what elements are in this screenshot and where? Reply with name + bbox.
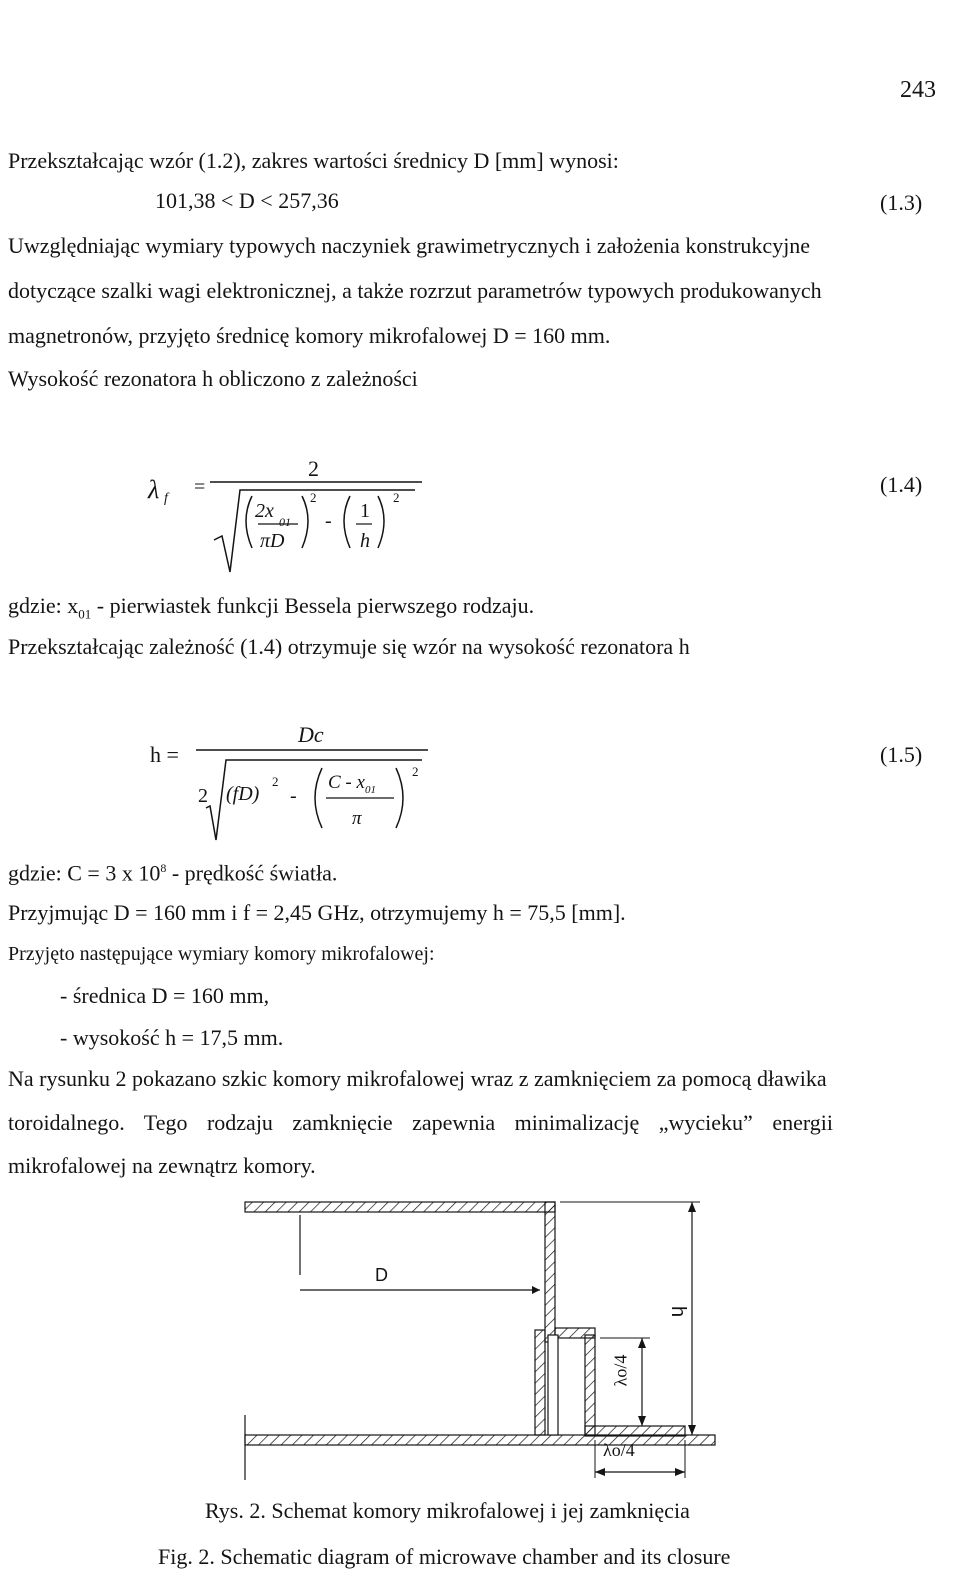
numerator-dc: Dc — [298, 722, 324, 747]
where-text: - pierwiastek funkcji Bessela pierwszego rodzaju. — [91, 593, 535, 618]
lhs-h: h = — [150, 742, 179, 767]
fraction-numerator — [328, 772, 376, 796]
factor-two: 2 — [198, 785, 208, 807]
equation-number-1-3: (1.3) — [880, 190, 923, 215]
numerator: 2 — [308, 456, 319, 481]
figure-caption-en: Fig. 2. Schematic diagram of microwave chamber and its closure — [158, 1544, 731, 1569]
list-item: - średnica D = 160 mm, — [60, 983, 270, 1008]
fraction-numerator-text: C - x — [328, 772, 365, 793]
where-text: gdzie: x — [8, 593, 79, 618]
term2-numerator: 1 — [360, 500, 370, 522]
equals-sign: = — [194, 476, 206, 498]
where-clause-bessel — [8, 595, 534, 620]
paragraph-line: Wysokość rezonatora h obliczono z zależności — [8, 366, 418, 391]
choke-inner-wall — [535, 1330, 545, 1435]
paragraph-line: dotyczące szalki wagi elektronicznej, a także rozrzut parametrów typowych produkowanych — [8, 278, 822, 303]
where-superscript: 8 — [160, 861, 167, 875]
lambda-symbol: λ — [148, 475, 160, 504]
term1-power: 2 — [310, 490, 317, 505]
minus-sign: - — [325, 510, 332, 532]
label-lambda-horizontal: λo/4 — [603, 1440, 635, 1460]
paragraph-line: magnetronów, przyjęto średnicę komory mikrofalowej D = 160 mm. — [8, 323, 611, 348]
choke-outer-wall — [585, 1335, 595, 1435]
paragraph-line: Uwzględniając wymiary typowych naczyniek grawimetrycznych i założenia konstrukcyjne — [8, 233, 811, 258]
term1-denominator: πD — [260, 530, 285, 552]
label-lambda-vertical: λo/4 — [610, 1354, 631, 1387]
label-h: h — [667, 1305, 690, 1318]
chamber-diagram — [230, 1190, 730, 1490]
list-item: - wysokość h = 17,5 mm. — [60, 1025, 284, 1050]
page-number: 243 — [900, 77, 936, 103]
fd-power: 2 — [272, 774, 279, 789]
inequality: 101,38 < D < 257,36 — [155, 188, 339, 213]
paragraph-line: Przyjęto następujące wymiary komory mikrofalowej: — [8, 943, 435, 965]
equation-number-1-4: (1.4) — [880, 472, 923, 497]
label-d: D — [375, 1265, 388, 1285]
where-clause-light — [8, 862, 337, 884]
fraction-denominator: π — [352, 808, 362, 829]
term2-denominator: h — [360, 530, 370, 552]
paragraph-line: mikrofalowej na zewnątrz komory. — [8, 1153, 316, 1178]
paragraph-line: toroidalnego. Tego rodzaju zamknięcie zapewnia minimalizację „wycieku” energii — [8, 1110, 833, 1135]
paragraph-line: Przekształcając zależność (1.4) otrzymuje się wzór na wysokość rezonatora h — [8, 634, 690, 659]
bottom-wall — [245, 1435, 715, 1445]
right-wall — [545, 1202, 555, 1342]
lambda-subscript: f — [164, 491, 168, 506]
term1-numerator: 2x — [255, 500, 274, 522]
fraction-power: 2 — [412, 764, 419, 779]
where-text: gdzie: C = 3 x 10 — [8, 860, 161, 886]
where-subscript: 01 — [78, 606, 92, 622]
figure-caption-pl: Rys. 2. Schemat komory mikrofalowej i jej zamknięcia — [205, 1498, 690, 1523]
fraction-numerator-sub: 01 — [364, 783, 376, 796]
fd-term: (fD) — [226, 783, 260, 805]
paragraph-line: Na rysunku 2 pokazano szkic komory mikrofalowej wraz z zamknięciem za pomocą dławika — [8, 1066, 827, 1091]
equation-number-1-5: (1.5) — [880, 742, 923, 767]
where-text: - prędkość światła. — [166, 860, 338, 886]
paragraph-intro: Przekształcając wzór (1.2), zakres wartości średnicy D [mm] wynosi: — [8, 148, 619, 173]
term2-power: 2 — [393, 490, 400, 505]
paragraph-line: Przyjmując D = 160 mm i f = 2,45 GHz, otrzymujemy h = 75,5 [mm]. — [8, 900, 626, 925]
top-wall — [245, 1202, 555, 1212]
minus-sign: - — [290, 785, 297, 807]
term1-numerator-sub: 01 — [279, 515, 291, 529]
